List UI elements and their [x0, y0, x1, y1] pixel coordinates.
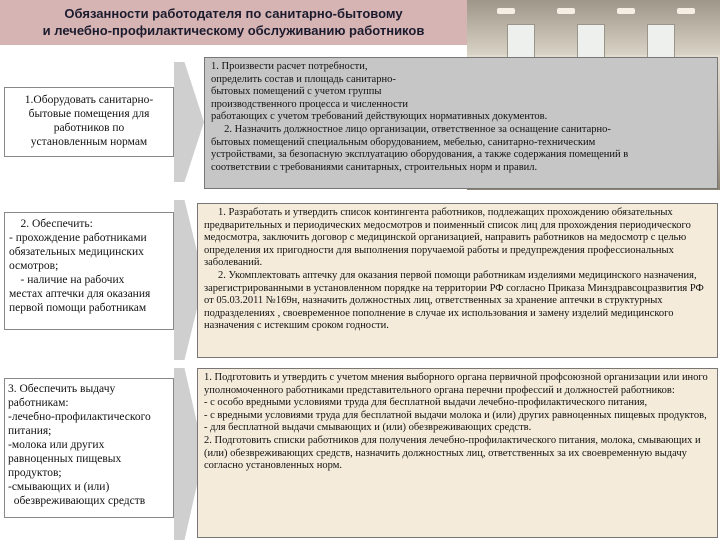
actions-2-paragraph: 1. Разработать и утвердить список контингента работников, подлежащих прохождению обязательных предварительных и периодических медосмотров и поименный список лиц для прохождения периодического медосмотра, заключить договор с медицинской организацией, направить работников на медосмотр с целью определения их пригодности для выполнения поручаемой работы и предупреждения профессиональных заболеваний.	[204, 207, 691, 269]
duty-3-line: -лечебно-профилактического	[8, 411, 151, 423]
actions-3-paragraph: - с особо вредными условиями труда для бесплатной выдачи лечебно-профилактического питания,	[204, 397, 648, 409]
actions-1-line: работающих с учетом требований действующих нормативных документов.	[211, 111, 548, 123]
actions-3-paragraph: - с вредными условиями труда для бесплатной выдачи молока и (или) других равноценных пищевых продуктов,	[204, 409, 707, 421]
actions-1-box	[204, 57, 718, 189]
photo-lamp	[677, 8, 695, 14]
duty-3-line: 3. Обеспечить выдачу	[8, 383, 116, 395]
duty-1-line: установленным нормам	[30, 136, 148, 148]
duty-3-line: равноценных пищевых	[8, 453, 122, 465]
actions-1-line: определить состав и площадь санитарно-	[211, 73, 396, 85]
photo-lamp	[557, 8, 575, 14]
actions-1-line: 2. Назначить должностное лицо организации, ответственное за оснащение санитарно-	[211, 123, 611, 135]
duty-3-line: питания;	[8, 425, 52, 437]
duty-3-line: продуктов;	[8, 467, 62, 479]
duty-2-line: обязательных медицинских	[9, 246, 144, 258]
actions-2-box	[197, 203, 718, 358]
photo-lamp	[617, 8, 635, 14]
actions-1-line: 1. Произвести расчет потребности,	[211, 61, 368, 72]
duty-2-line: - прохождение работниками	[9, 232, 147, 244]
duty-3-line: -молока или других	[8, 439, 105, 451]
actions-3-paragraph: 2. Подготовить списки работников для получения лечебно-профилактического питания, молока, смывающих и (или) обезвреживающих средств, назначить должностных лиц, ответственных за их своевременную выдачу согласно установленных норм.	[204, 434, 701, 472]
duty-3-box	[4, 378, 174, 518]
actions-3-paragraph: - для бесплатной выдачи смывающих и (или) обезвреживающих средств.	[204, 422, 532, 434]
actions-1-line: соответствии с требованиями санитарных, строительных норм и правил.	[211, 161, 538, 173]
duty-2-box	[4, 212, 174, 330]
duty-2-line: местах аптечки для оказания	[9, 288, 151, 300]
title-line-1: Обязанности работодателя по санитарно-бытовому	[64, 6, 403, 21]
actions-1-line: бытовых помещений с учетом группы	[211, 86, 382, 98]
duty-1-line: работников по	[53, 122, 125, 134]
duty-1-line: 1.Оборудовать санитарно-	[24, 94, 154, 106]
actions-3-box	[197, 368, 718, 538]
actions-2-paragraph: 2. Укомплектовать аптечку для оказания первой помощи работникам изделиями медицинского назначения, зарегистрированными в установленном порядке на территории РФ согласно Приказа Минздравсоцразвития РФ от 05.03.2011 №169н, назначить должностных лиц, ответственных за хранение аптечки в структурных подразделениях , своевременное пополнение в случае их использования и замену изделий медицинского назначения с истекшим сроком годности.	[204, 269, 704, 332]
duty-3-line: работникам:	[8, 397, 69, 409]
duty-3-line: обезвреживающих средств	[8, 495, 146, 507]
photo-lamp	[497, 8, 515, 14]
title-line-2: и лечебно-профилактическому обслуживанию работников	[42, 23, 425, 38]
duty-1-box	[4, 87, 174, 157]
page-title	[0, 0, 467, 45]
duty-2-line: 2. Обеспечить:	[9, 218, 93, 230]
actions-1-line: бытовых помещений специальным оборудованием, мебелью, санитарно-техническим	[211, 136, 596, 148]
actions-1-line: производственного процесса и численности	[211, 98, 408, 110]
duty-2-line: первой помощи работникам	[9, 302, 147, 314]
duty-2-line: осмотров;	[9, 260, 59, 272]
actions-3-paragraph: 1. Подготовить и утвердить с учетом мнения выборного органа первичной профсоюзной организации или иного уполномоченного работниками представительного органа перечни профессий и должностей работников:	[204, 372, 708, 396]
duty-1-line: бытовые помещения для	[28, 108, 150, 120]
arrow-1	[174, 62, 204, 182]
duty-3-line: -смывающих и (или)	[8, 481, 110, 493]
actions-1-line: устройствами, за безопасную эксплуатацию оборудования, а также содержания помещений в	[211, 149, 629, 161]
duty-2-line: - наличие на рабочих	[9, 274, 125, 286]
